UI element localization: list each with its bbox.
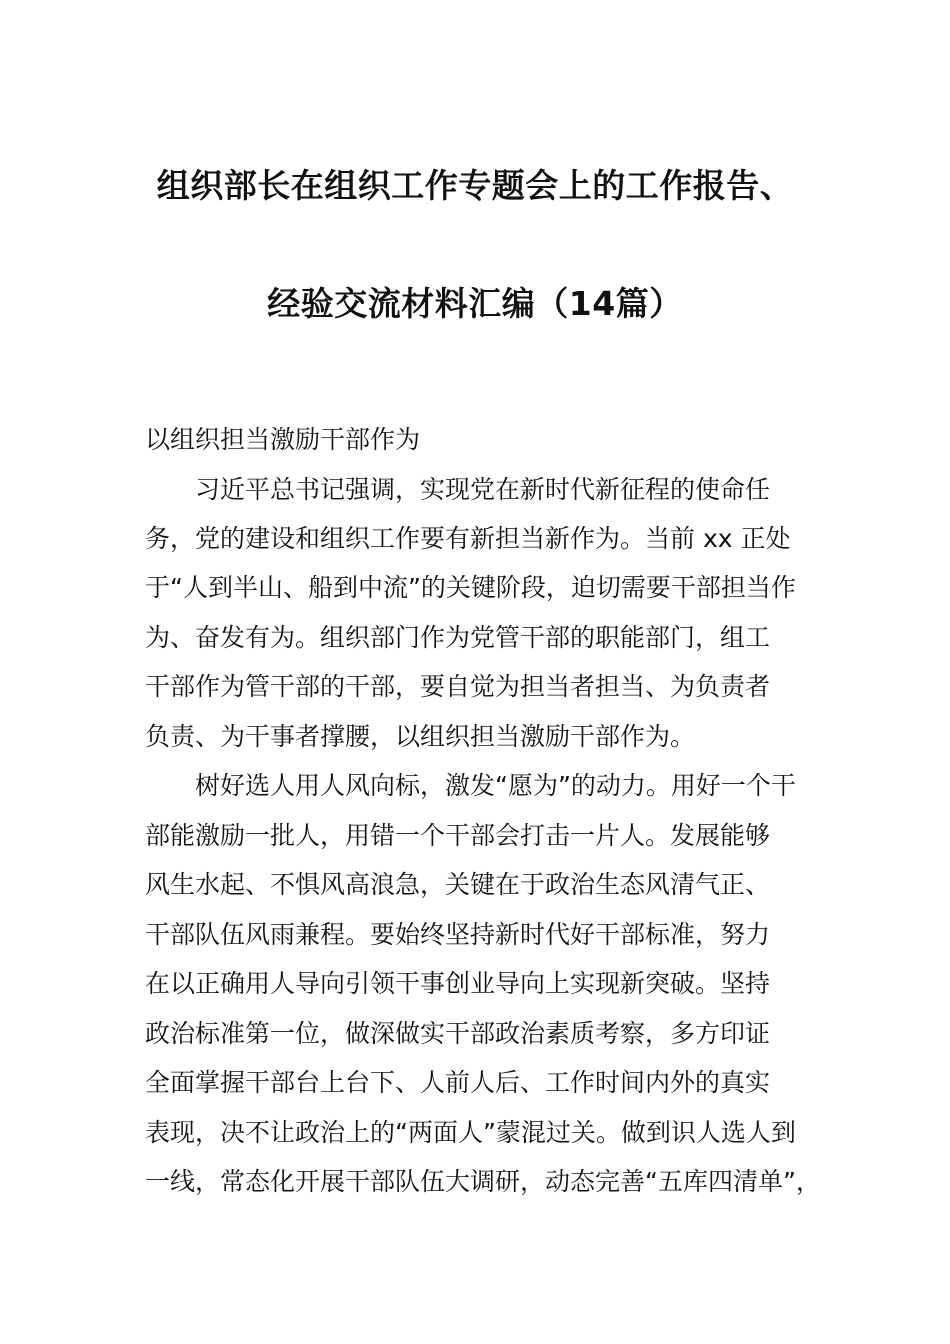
paragraph-2-line-5: 在以正确用人导向引领干事创业导向上实现新突破。坚持 [145,969,771,998]
document-title-line-1: 组织部长在组织工作专题会上的工作报告、 [156,166,794,205]
paragraph-2-line-2: 部能激励一批人，用错一个干部会打击一片人。发展能够 [145,821,771,850]
paragraph-2-line-4: 干部队伍风雨兼程。要始终坚持新时代好干部标准，努力 [145,920,771,949]
paragraph-1-line-6: 负责、为干事者撑腰，以组织担当激励干部作为。 [145,722,696,751]
paragraph-1-line-1: 习近平总书记强调，实现党在新时代新征程的使命任 [195,475,771,504]
section-heading: 以组织担当激励干部作为 [145,425,421,454]
paragraph-2-line-7: 全面掌握干部台上台下、人前人后、工作时间内外的真实 [145,1068,771,1097]
paragraph-2-line-3: 风生水起、不惧风高浪急，关键在于政治生态风清气正、 [145,870,771,899]
paragraph-2-line-8: 表现，决不让政治上的“两面人”蒙混过关。做到识人选人到 [145,1118,796,1147]
paragraph-1-line-2: 务，党的建设和组织工作要有新担当新作为。当前 xx 正处 [145,524,791,553]
paragraph-1-line-4: 为、奋发有为。组织部门作为党管干部的职能部门，组工 [145,623,771,652]
paragraph-2-line-1: 树好选人用人风向标，激发“愿为”的动力。用好一个干 [195,771,796,800]
document-title-line-2: 经验交流材料汇编（14篇） [267,284,683,323]
paragraph-1-line-5: 干部作为管干部的干部，要自觉为担当者担当、为负责者 [145,672,771,701]
paragraph-1-line-3: 于“人到半山、船到中流”的关键阶段，迫切需要干部担当作 [145,573,796,602]
paragraph-2-line-9: 一线，常态化开展干部队伍大调研，动态完善“五库四清单”， [145,1167,821,1196]
paragraph-2-line-6: 政治标准第一位，做深做实干部政治素质考察，多方印证 [145,1019,771,1048]
